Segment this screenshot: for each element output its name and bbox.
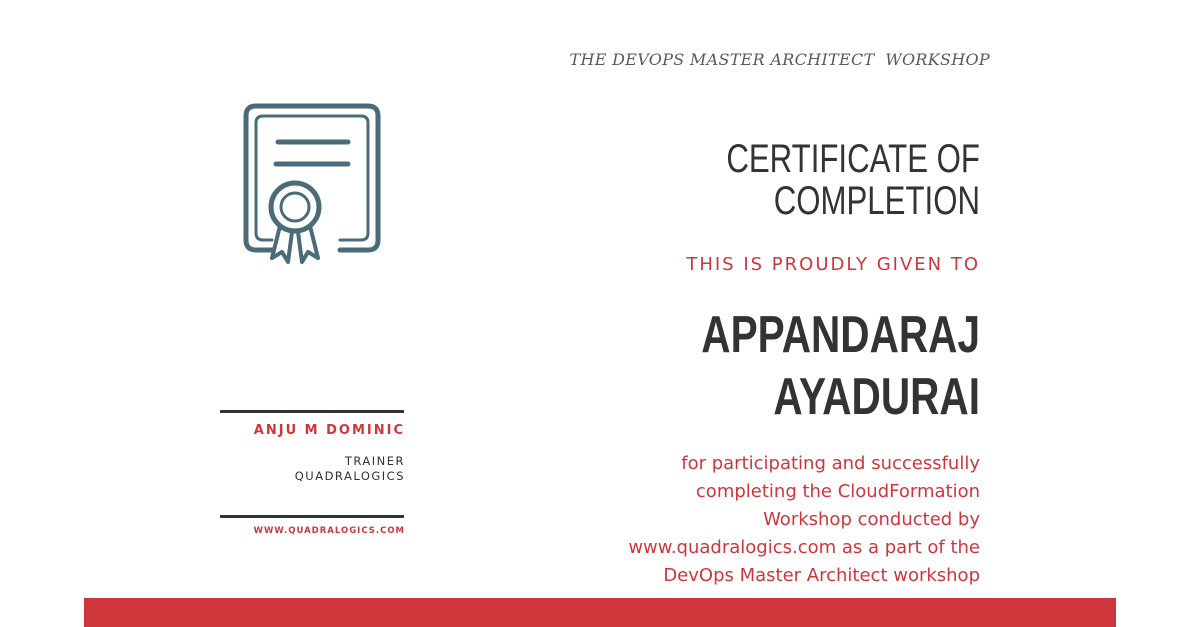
certificate-ribbon-icon	[236, 100, 386, 270]
certificate-description: for participating and successfully completing the CloudFormation Workshop conducted by www.quadralogics.com as a part of the DevOps Master Architect workshop	[628, 453, 980, 586]
website-link: WWW.QUADRALOGICS.COM	[253, 526, 405, 536]
trainer-name: ANJU M DOMINIC	[253, 423, 405, 438]
certificate-heading-line1: CERTIFICATE OF	[726, 137, 980, 181]
signature-top-divider	[220, 410, 404, 413]
trainer-organization: QUADRALOGICS	[294, 469, 405, 483]
certificate-heading	[684, 138, 980, 222]
trainer-role: TRAINER	[344, 454, 405, 468]
recipient-last-name: AYADURAI	[773, 368, 980, 426]
footer-accent-bar	[84, 598, 1116, 627]
given-to-label: THIS IS PROUDLY GIVEN TO	[686, 254, 980, 275]
certificate-heading-line2: COMPLETION	[773, 179, 980, 223]
recipient-first-name: APPANDARAJ	[701, 306, 980, 364]
signature-bottom-divider	[220, 515, 404, 518]
workshop-title: THE DEVOPS MASTER ARCHITECT WORKSHOP	[569, 50, 990, 69]
recipient-name	[652, 304, 980, 428]
